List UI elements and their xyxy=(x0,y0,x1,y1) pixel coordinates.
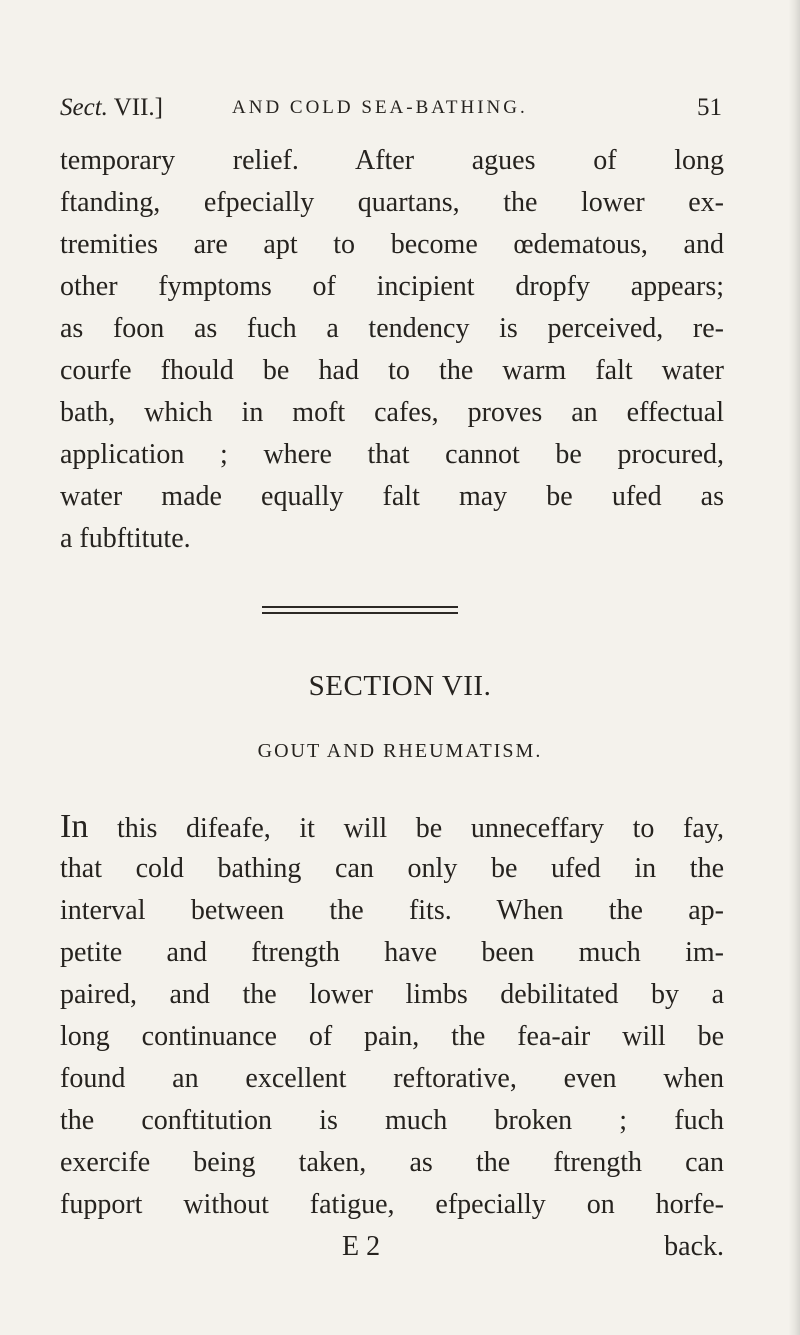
text-line: interval between the fits. When the ap- xyxy=(60,895,724,926)
text-line: petite and ftrength have been much im- xyxy=(60,937,724,968)
text-line: paired, and the lower limbs debilitated by a xyxy=(60,979,724,1010)
paragraph-section-body xyxy=(60,806,724,1226)
text-line: as foon as fuch a tendency is perceived, re- xyxy=(60,313,724,344)
text-line: a fubftitute. xyxy=(60,523,191,554)
section-subheading: GOUT AND RHEUMATISM. xyxy=(257,740,543,762)
first-line-text: this difeafe, it will be unneceffary to fay, xyxy=(88,813,724,844)
text-line: exercife being taken, as the ftrength can xyxy=(60,1147,724,1178)
running-head-section-prefix: Sect. xyxy=(60,94,108,121)
catchword: back. xyxy=(664,1231,724,1262)
text-line: that cold bathing can only be ufed in the xyxy=(60,853,724,884)
text-line: ftanding, efpecially quartans, the lower ex- xyxy=(60,187,724,218)
page-edge-shadow xyxy=(788,0,800,1335)
page-number: 51 xyxy=(697,94,722,121)
running-head-section xyxy=(60,88,163,128)
text-line: courfe fhould be had to the warm falt water xyxy=(60,355,724,386)
section-divider-double-rule xyxy=(262,606,458,614)
text-line: the conftitution is much broken ; fuch xyxy=(60,1105,724,1136)
text-line-first xyxy=(60,806,724,848)
text-line: water made equally falt may be ufed as xyxy=(60,481,724,512)
running-head xyxy=(60,88,722,128)
text-line: fupport without fatigue, efpecially on horfe- xyxy=(60,1189,724,1220)
text-line: found an excellent reftorative, even when xyxy=(60,1063,724,1094)
running-head-section-number: VII.] xyxy=(113,94,163,121)
divider-line xyxy=(262,606,458,608)
divider-line xyxy=(262,612,458,614)
initial-word: In xyxy=(60,808,89,845)
text-line: temporary relief. After agues of long xyxy=(60,145,724,176)
text-line: application ; where that cannot be procured, xyxy=(60,439,724,470)
text-line: long continuance of pain, the fea-air will be xyxy=(60,1021,724,1052)
text-line: tremities are apt to become œdematous, and xyxy=(60,229,724,260)
running-head-title: AND COLD SEA-BATHING. xyxy=(232,97,528,118)
text-line: bath, which in moft cafes, proves an effectual xyxy=(60,397,724,428)
text-line: other fymptoms of incipient dropfy appears; xyxy=(60,271,724,302)
signature-mark: E 2 xyxy=(342,1231,381,1262)
section-heading: SECTION VII. xyxy=(308,670,492,702)
paragraph-continued xyxy=(60,140,724,560)
page-footer xyxy=(60,1226,724,1268)
